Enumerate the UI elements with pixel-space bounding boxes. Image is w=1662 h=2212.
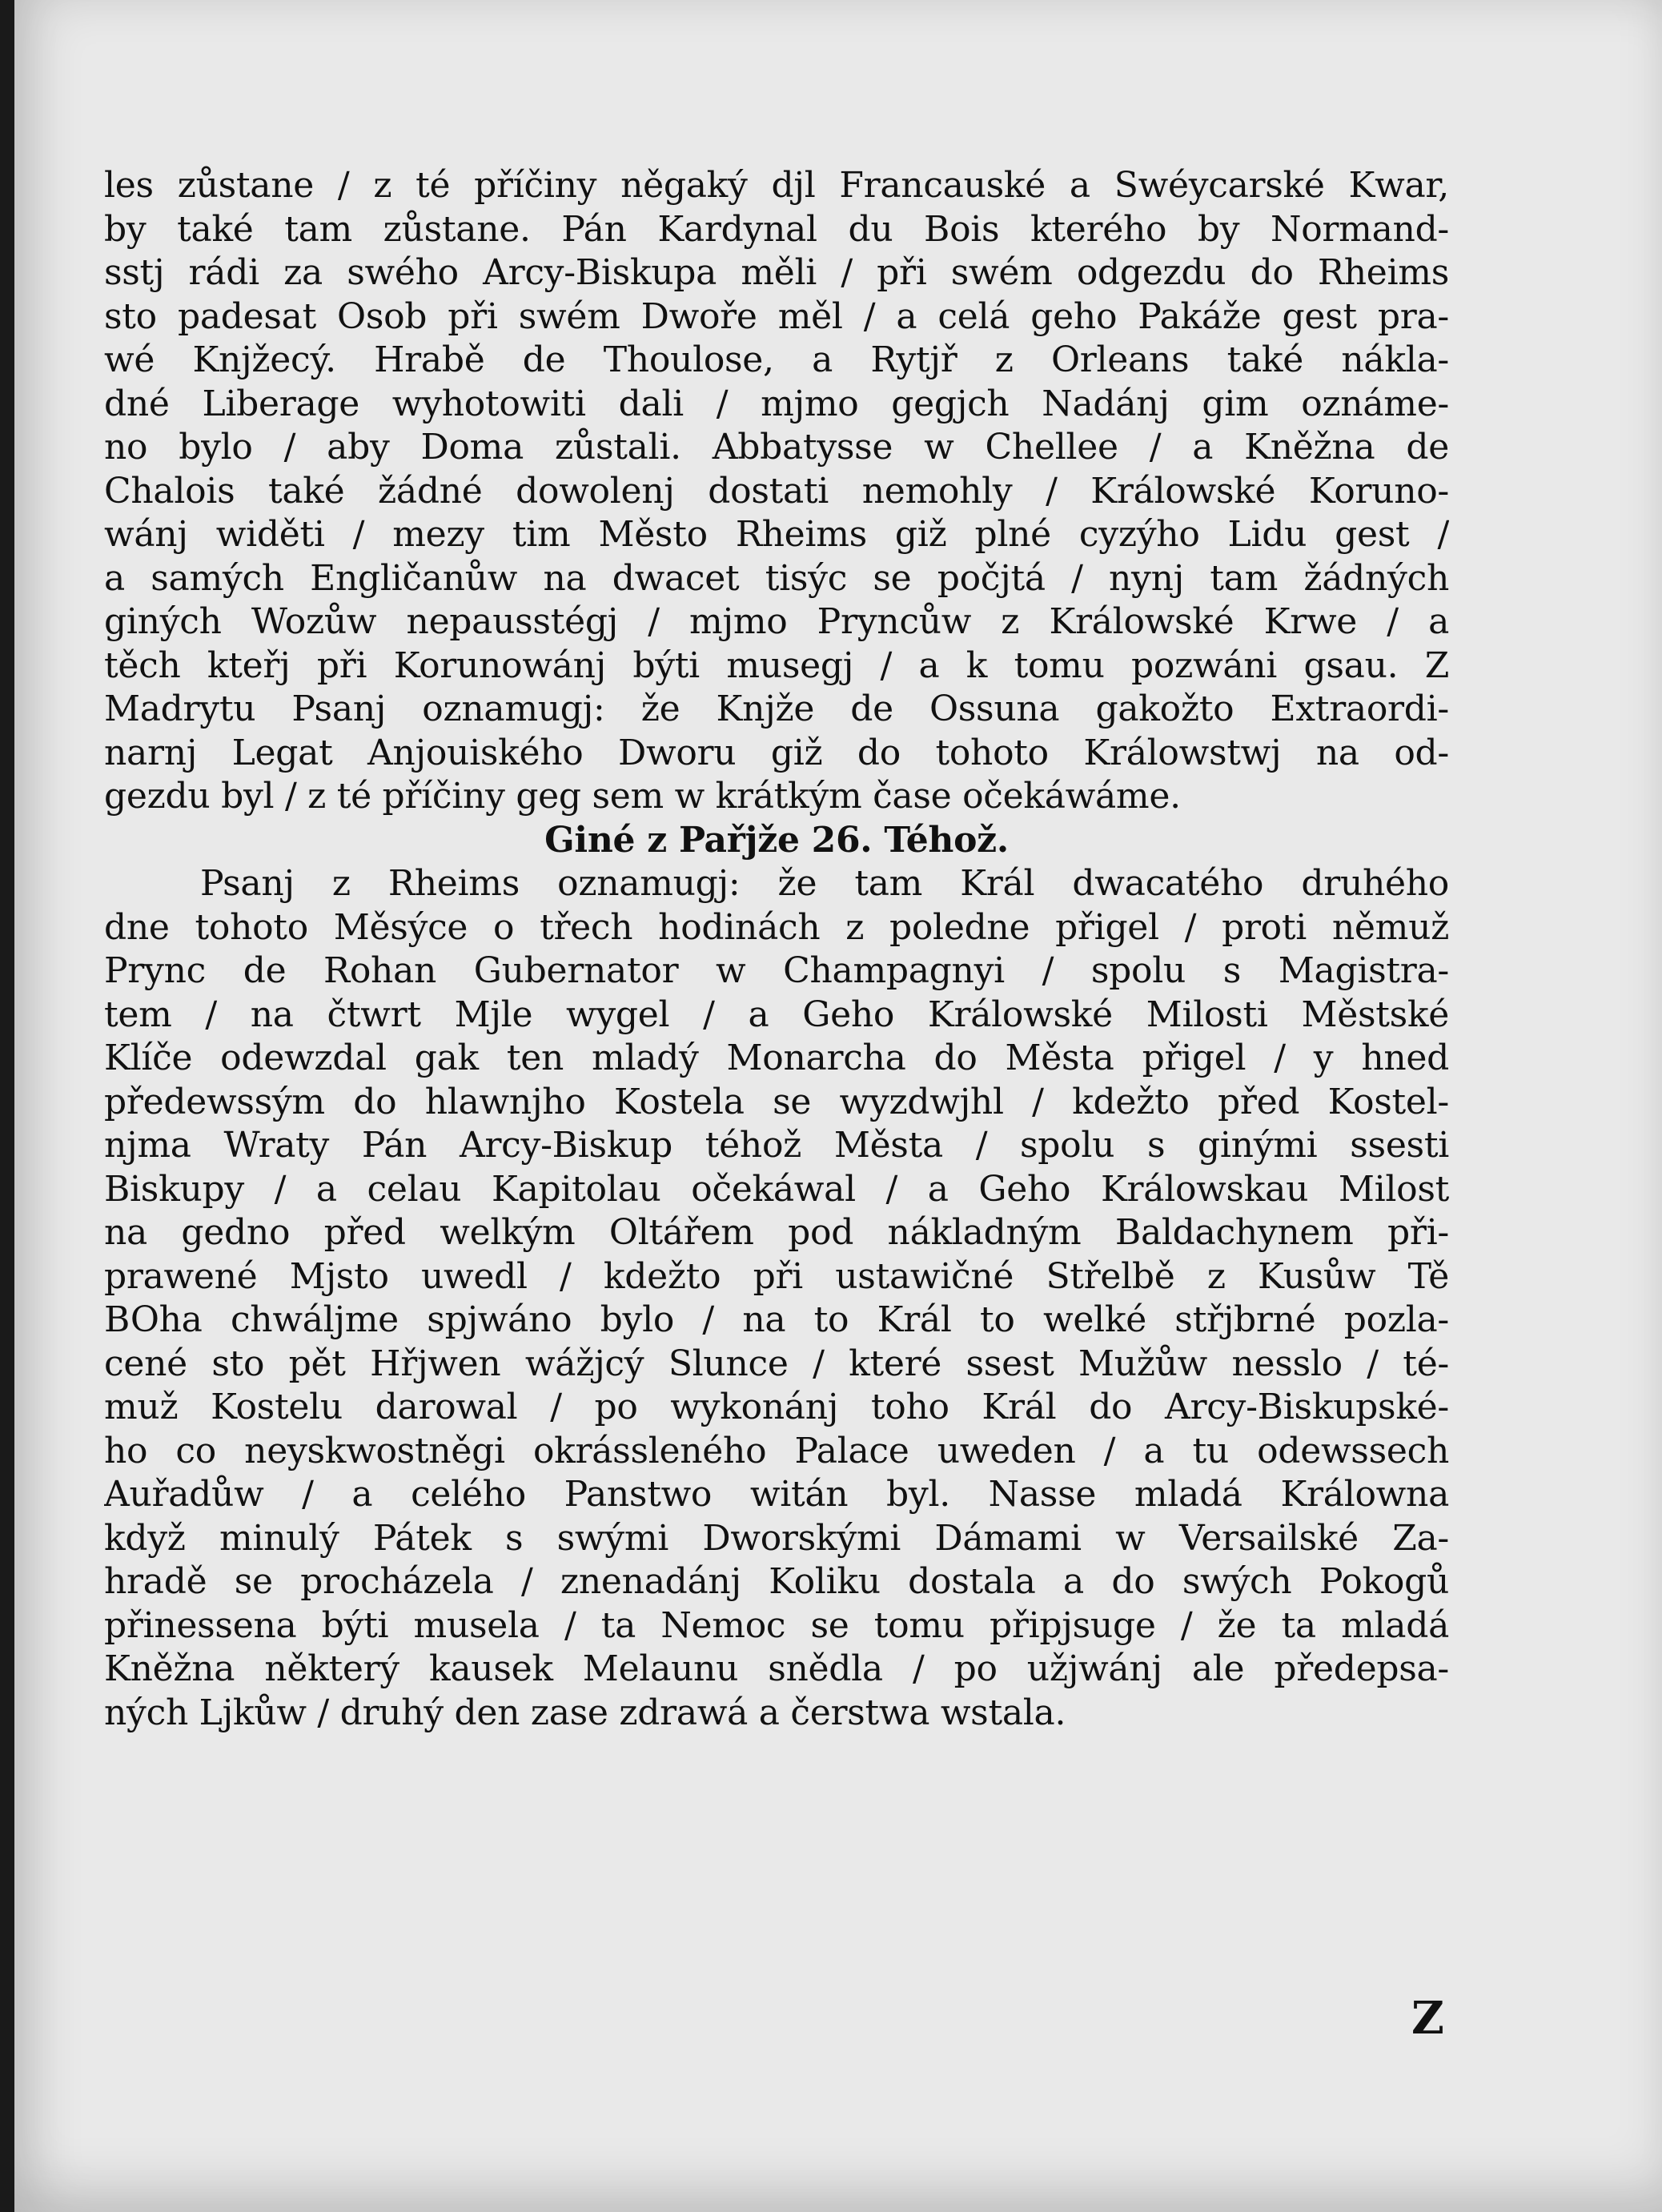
text-line: Biskupy / a celau Kapitolau očekáwal / a Geho Králowskau Milost bbox=[104, 1168, 1449, 1210]
text-line: les zůstane / z té příčiny něgaký djl Francauské a Swéycarské Kwar, bbox=[104, 165, 1449, 206]
section-heading: Giné z Pařjže 26. Téhož. bbox=[544, 819, 1009, 861]
catchword: Z bbox=[1411, 1992, 1444, 2045]
text-line: Klíče odewzdal gak ten mladý Monarcha do Města přigel / y hned bbox=[104, 1038, 1449, 1078]
text-line: těch kteřj při Korunowánj býti musegj / a k tomu pozwáni gsau. Z bbox=[104, 644, 1449, 686]
text-line: když minulý Pátek s swými Dworskými Dámami w Versailské Za- bbox=[104, 1517, 1449, 1559]
binding-edge bbox=[0, 0, 14, 2212]
text-line: cené sto pět Hřjwen wážjcý Slunce / které ssest Mužůw nesslo / té- bbox=[104, 1343, 1449, 1384]
text-line: Psanj z Rheims oznamugj: že tam Král dwacatého druhého bbox=[200, 863, 1449, 904]
text-line: muž Kostelu darowal / po wykonánj toho Král do Arcy-Biskupské- bbox=[104, 1387, 1449, 1427]
text-line: prawené Mjsto uwedl / kdežto při ustawičné Střelbě z Kusůw Tě bbox=[104, 1255, 1449, 1297]
text-line: sstj rádi za swého Arcy-Biskupa měli / při swém odgezdu do Rheims bbox=[104, 252, 1449, 293]
text-line: giných Wozůw nepausstégj / mjmo Pryncůw z Králowské Krwe / a bbox=[104, 601, 1449, 642]
text-line: ných Ljkůw / druhý den zase zdrawá a čerstwa wstala. bbox=[104, 1692, 1066, 1733]
text-line: přinessena býti musela / ta Nemoc se tomu připjsuge / že ta mladá bbox=[104, 1604, 1449, 1646]
text-line: dne tohoto Měsýce o třech hodinách z poledne přigel / proti němuž bbox=[104, 906, 1449, 948]
text-line: narnj Legat Anjouiského Dworu giž do tohoto Králowstwj na od- bbox=[104, 732, 1449, 773]
text-line: by také tam zůstane. Pán Kardynal du Bois kterého by Normand- bbox=[104, 208, 1449, 250]
text-line: wánj widěti / mezy tim Město Rheims giž plné cyzýho Lidu gest / bbox=[104, 514, 1449, 555]
text-line: předewssým do hlawnjho Kostela se wyzdwjhl / kdežto před Kostel- bbox=[104, 1081, 1449, 1122]
text-line: tem / na čtwrt Mjle wygel / a Geho Králowské Milosti Městské bbox=[104, 994, 1449, 1035]
text-line: a samých Engličanůw na dwacet tisýc se počjtá / nynj tam žádných bbox=[104, 557, 1449, 599]
text-line: hradě se procházela / znenadánj Koliku dostala a do swých Pokogů bbox=[104, 1561, 1449, 1602]
text-line: wé Knjžecý. Hrabě de Thoulose, a Rytjř z Orleans také nákla- bbox=[104, 339, 1449, 380]
text-line: Madrytu Psanj oznamugj: že Knjže de Ossuna gakožto Extraordi- bbox=[104, 688, 1449, 729]
text-line: gezdu byl / z té příčiny geg sem w krátkým čase očekáwáme. bbox=[104, 776, 1181, 817]
text-line: njma Wraty Pán Arcy-Biskup téhož Města / spolu s ginými ssesti bbox=[104, 1125, 1449, 1166]
text-line: Kněžna některý kausek Melaunu snědla / po užjwánj ale předepsa- bbox=[104, 1648, 1449, 1689]
text-line: ho co neyskwostněgi okrássleného Palace uweden / a tu odewssech bbox=[104, 1430, 1449, 1471]
text-line: Chalois také žádné dowolenj dostati nemohly / Králowské Koruno- bbox=[104, 470, 1449, 512]
text-block bbox=[104, 164, 1449, 1735]
text-line: dné Liberage wyhotowiti dali / mjmo gegjch Nadánj gim oznáme- bbox=[104, 383, 1449, 424]
document-page bbox=[14, 0, 1662, 2212]
text-line: BOha chwáljme spjwáno bylo / na to Král to welké střjbrné pozla- bbox=[104, 1299, 1449, 1340]
text-line: sto padesat Osob při swém Dwoře měl / a celá geho Pakáže gest pra- bbox=[104, 295, 1449, 337]
text-line: Prync de Rohan Gubernator w Champagnyi / spolu s Magistra- bbox=[104, 950, 1449, 991]
text-line: no bylo / aby Doma zůstali. Abbatysse w Chellee / a Kněžna de bbox=[104, 427, 1449, 468]
text-line: na gedno před welkým Oltářem pod nákladným Baldachynem při- bbox=[104, 1212, 1449, 1253]
text-line: Auřadůw / a celého Panstwo witán byl. Nasse mladá Králowna bbox=[104, 1474, 1449, 1515]
